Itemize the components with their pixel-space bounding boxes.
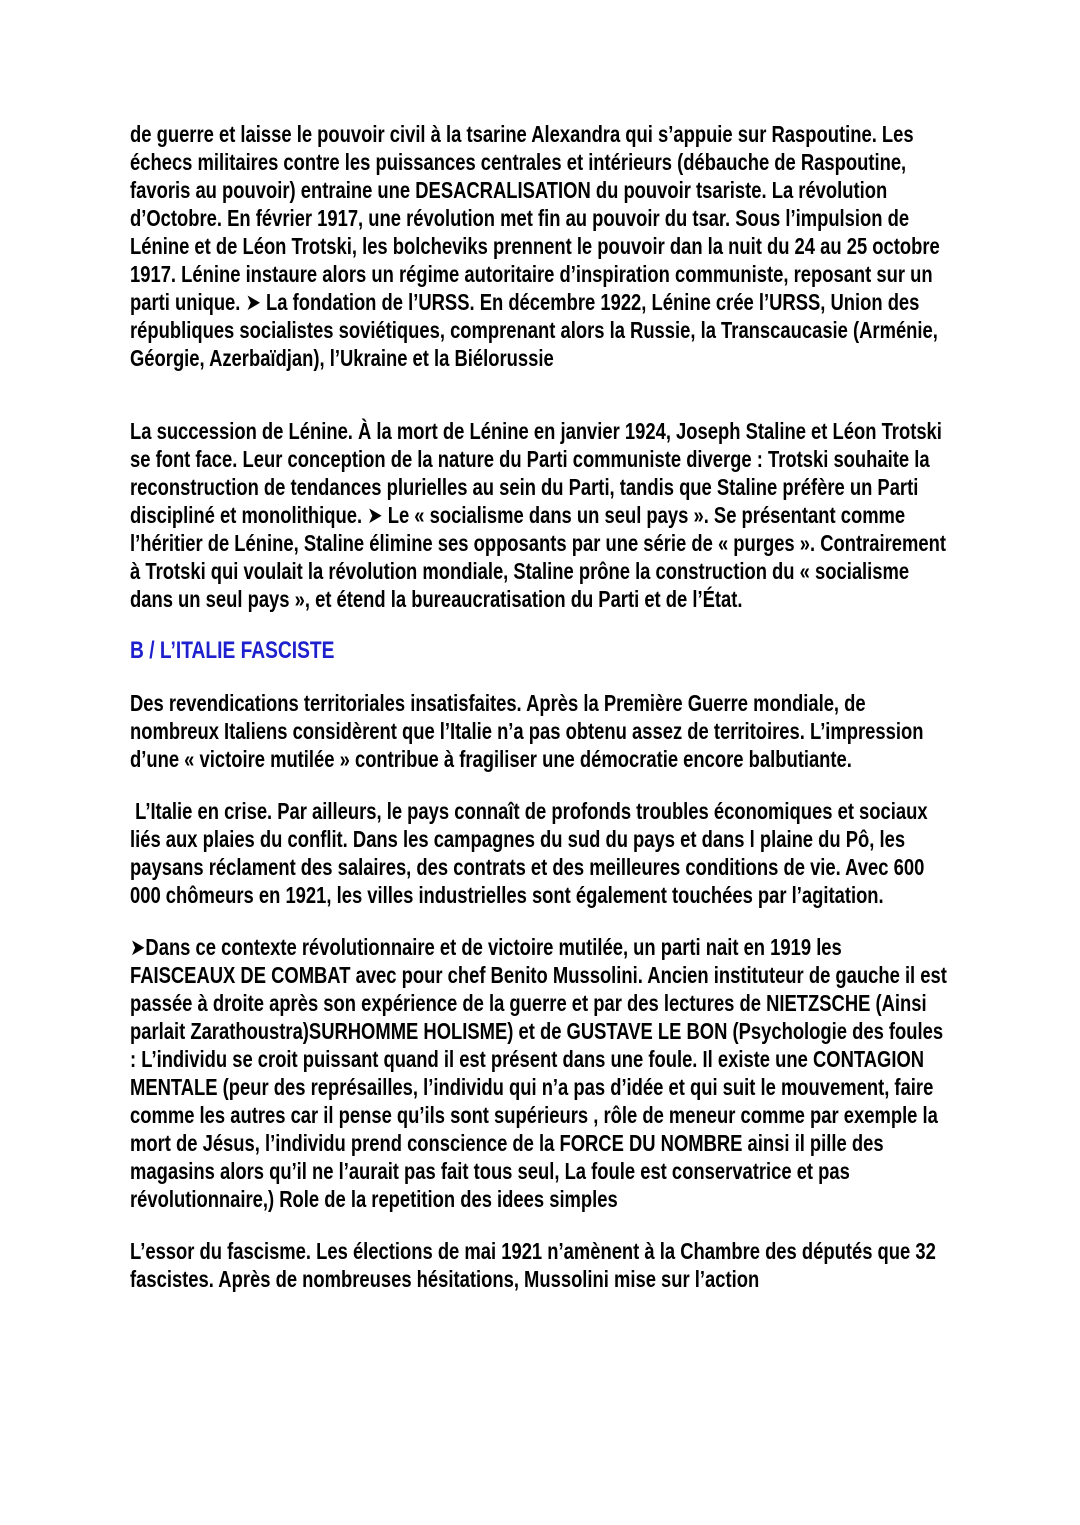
document-content — [130, 120, 950, 1317]
paragraph-lenine-succession: La succession de Lénine. À la mort de Lénine en janvier 1924, Joseph Staline et Léon Trotski se font face. Leur conception de la nature du Parti communiste diverge : Trotski souhaite la reconstruction de tendances plurielles au sein du Parti, tandis que Staline préfère un Parti discipliné et monolithique. ➤ Le « socialisme dans un seul pays ». Se présentant comme l’héritier de Lénine, Staline élimine ses opposants par une série de « purges ». Contrairement à Trotski qui voulait la révolution mondiale, Staline prône la construction du « socialisme dans un seul pays », et étend la bureaucratisation du Parti et de l’État. — [130, 418, 952, 612]
paragraph-essor-du-fascisme: L’essor du fascisme. Les élections de mai 1921 n’amènent à la Chambre des députés que 32 fascistes. Après de nombreuses hésitations, Mussolini mise sur l’action — [130, 1238, 941, 1292]
paragraph-revendications-territoriales: Des revendications territoriales insatisfaites. Après la Première Guerre mondiale, de nombreux Italiens considèrent que l’Italie n’a pas obtenu assez de territoires. L’impression d’une « victoire mutilée » contribue à fragiliser une démocratie encore balbutiante. — [130, 690, 929, 772]
paragraph-italie-en-crise: L’Italie en crise. Par ailleurs, le pays connaît de profonds troubles économiques et sociaux liés aux plaies du conflit. Dans les campagnes du sud du pays et dans l plaine du Pô, les paysans réclament des salaires, des contrats et des meilleures conditions de vie. Avec 600 000 chômeurs en 1921, les villes industrielles sont également touchées par l’agitation. — [130, 798, 933, 908]
section-heading-italie-fasciste: B / L’ITALIE FASCISTE — [130, 637, 335, 664]
paragraph-russia-revolution: de guerre et laisse le pouvoir civil à la tsarine Alexandra qui s’appuie sur Raspoutine. Les échecs militaires contre les puissances centrales et intérieurs (débauche de Raspoutine, favoris au pouvoir) entraine une DESACRALISATION du pouvoir tsariste. La révolution d’Octobre. En février 1917, une révolution met fin au pouvoir du tsar. Sous l’impulsion de Lénine et de Léon Trotski, les bolcheviks prennent le pouvoir dan la nuit du 24 au 25 octobre 1917. Lénine instaure alors un régime autoritaire d’inspiration communiste, reposant sur un parti unique. ➤ La fondation de l’URSS. En décembre 1922, Lénine crée l’URSS, Union des républiques socialistes soviétiques, comprenant alors la Russie, la Transcaucasie (Arménie, Géorgie, Azerbaïdjan), l’Ukraine et la Biélorussie — [130, 121, 945, 371]
paragraph-faisceaux-de-combat: ➤Dans ce contexte révolutionnaire et de victoire mutilée, un parti nait en 1919 les FAISCEAUX DE COMBAT avec pour chef Benito Mussolini. Ancien instituteur de gauche il est passée à droite après son expérience de la guerre et par des lectures de NIETZSCHE (Ainsi parlait Zarathoustra)SURHOMME HOLISME) et de GUSTAVE LE BON (Psychologie des foules : L’individu se croit puissant quand il est présent dans une foule. Il existe une CONTAGION MENTALE (peur des représailles, l’individu qui n’a pas d’idée et qui suit le mouvement, faire comme les autres car il pense qu’ils sont supérieurs , rôle de meneur comme par exemple la mort de Jésus, l’individu prend conscience de la FORCE DU NOMBRE ainsi il pille des magasins alors qu’il ne l’aurait pas fait tous seul, La foule est conservatrice et pas révolutionnaire,) Role de la repetition des idees simples — [130, 934, 952, 1212]
